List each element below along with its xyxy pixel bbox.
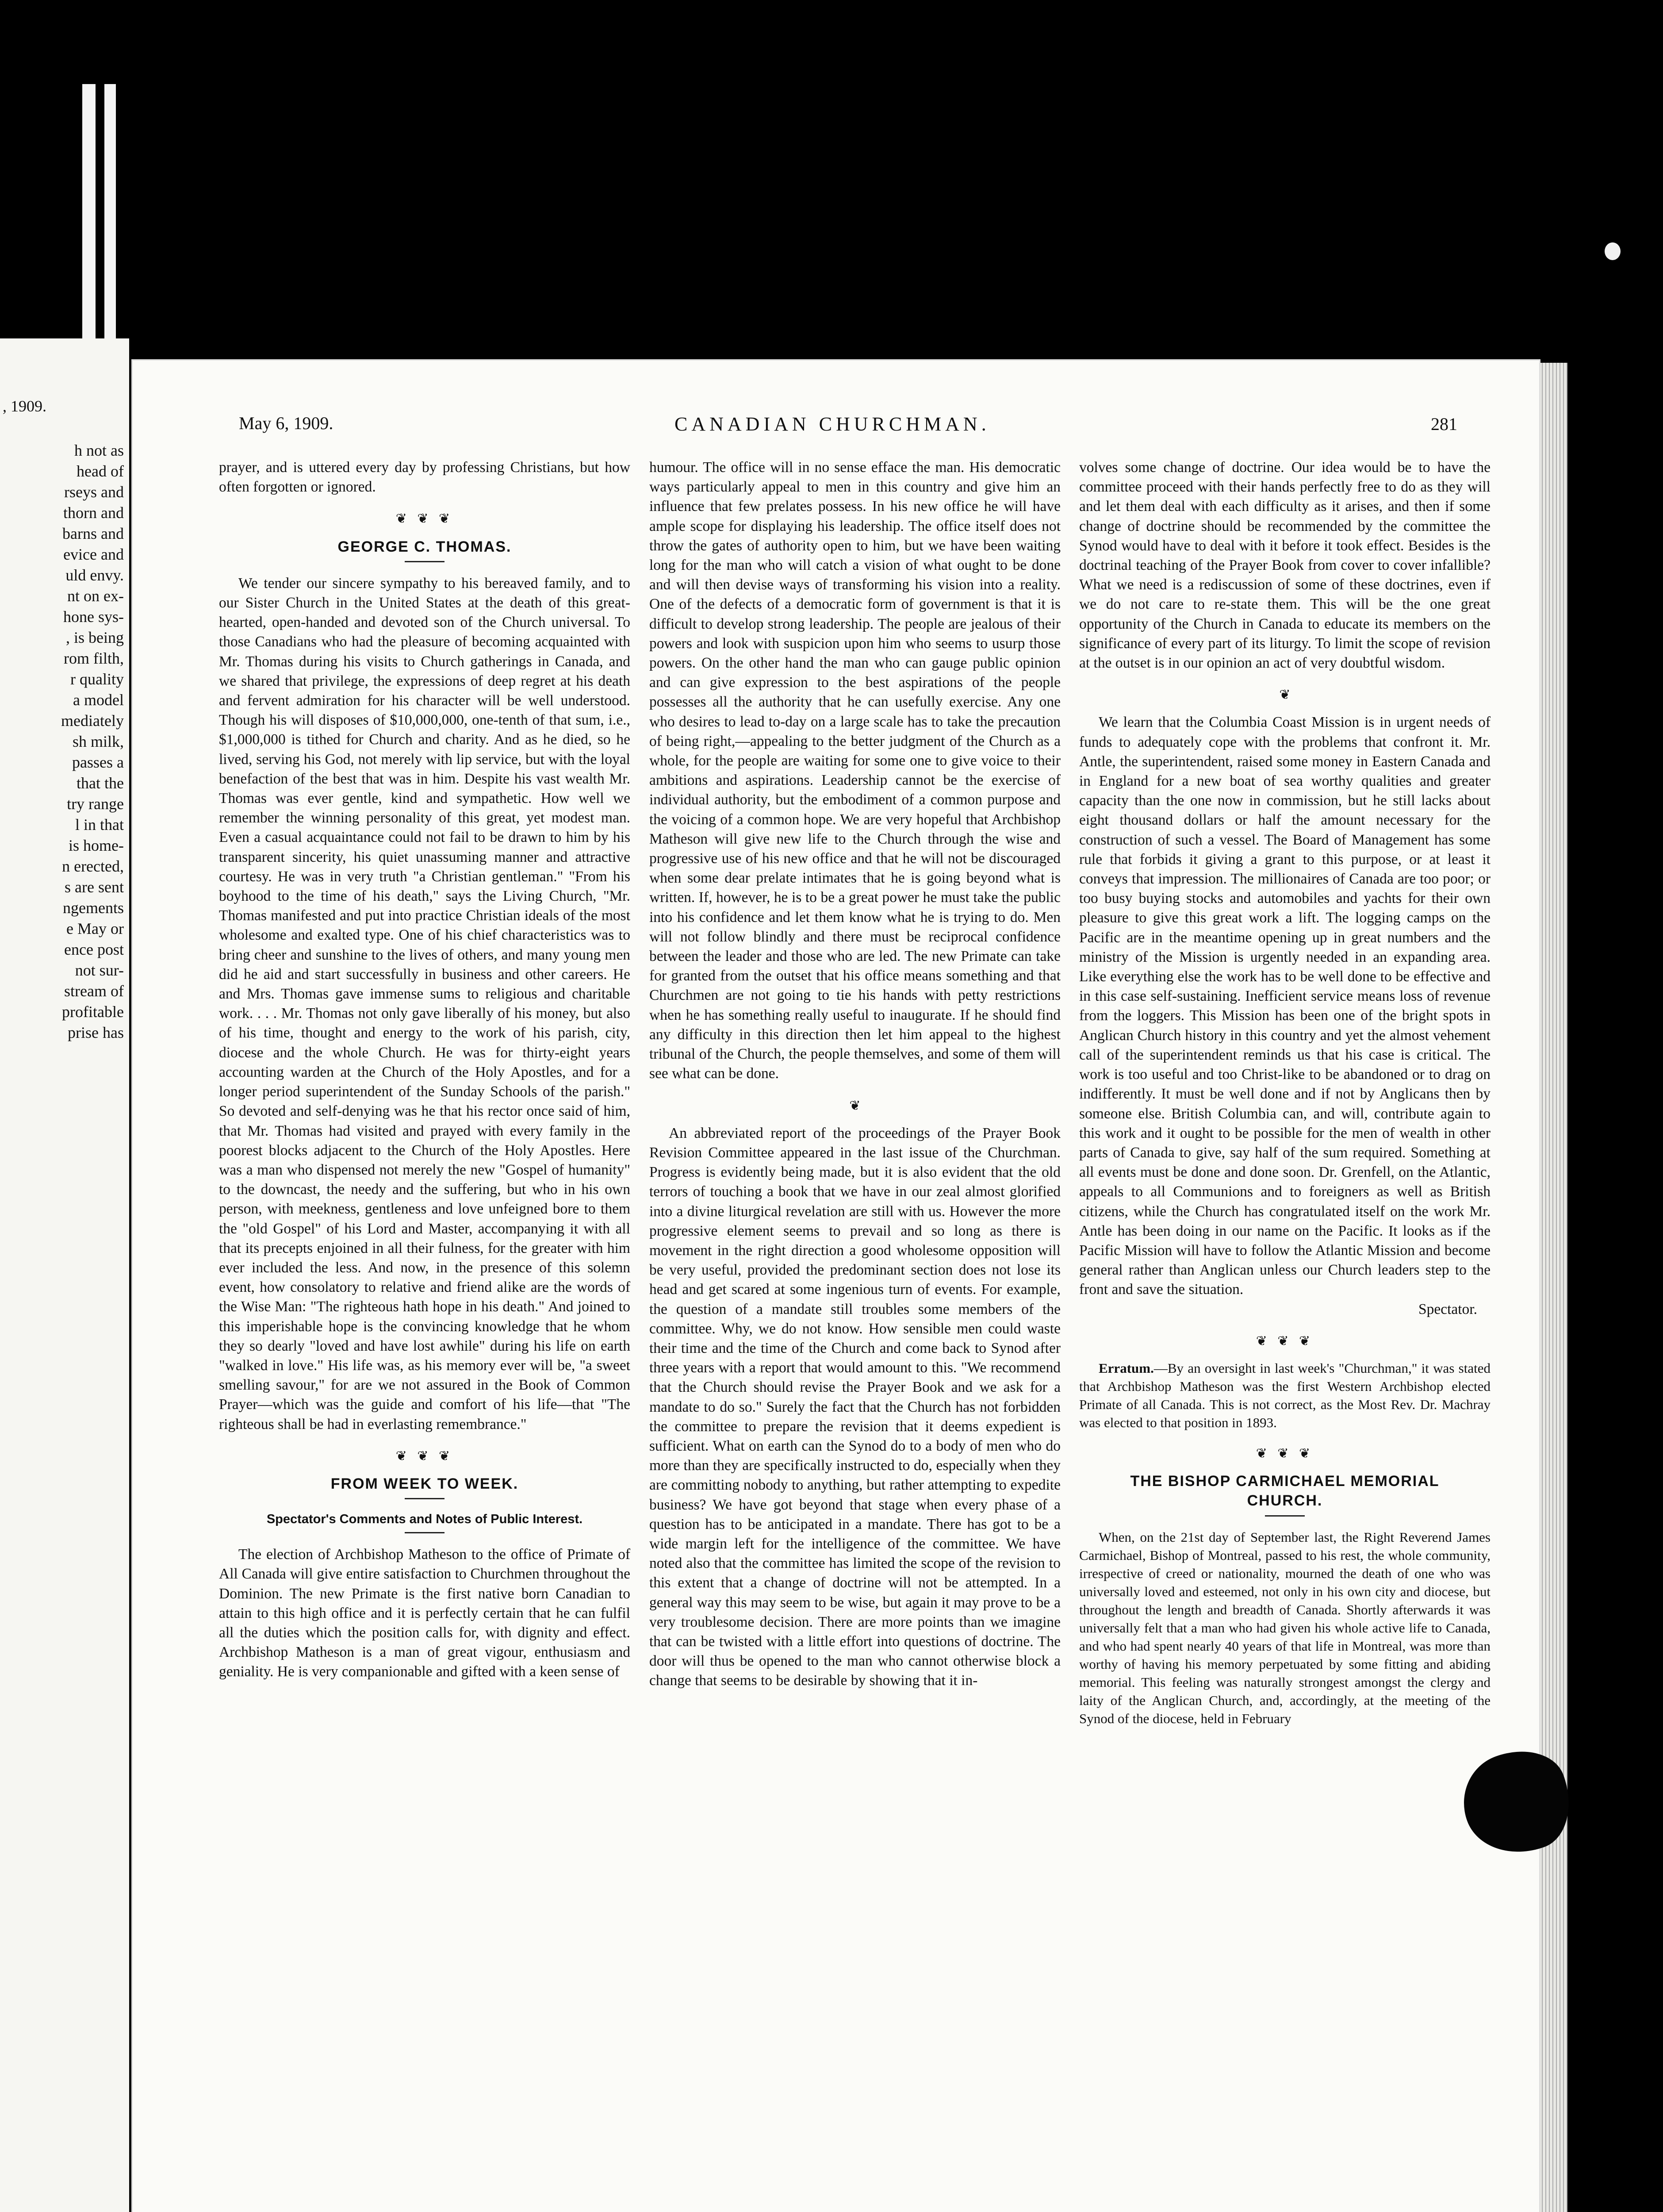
divider — [1265, 1515, 1305, 1517]
revision-article-continued: volves some change of doctrine. Our idea would be to have the committee proceed with their hands perfectly free to do as they will and let them deal with each difficulty as it arises, and then if some change of doctrine should be recommended by the committee the Synod would have to deal with it before it took effect. Besides is the doctrinal teaching of the Prayer Book from cover to cover infallible? What we need is a rediscussion of some of these doctrines, even if we do not care to re-state them. This will be the one great opportunity of the Church in Canada to educate its members on the significance of every part of its liturgy. To limit the scope of revision at the outset is in our opinion an act of very doubtful wisdom. — [1079, 459, 1491, 672]
newspaper-page — [133, 361, 1539, 2212]
section-subtitle: Spectator's Comments and Notes of Public Interest. — [266, 1512, 583, 1527]
column-3 — [1079, 458, 1491, 1728]
signature: Spectator. — [1418, 1301, 1477, 1317]
carmichael-church-article: When, on the 21st day of September last, the Right Reverend James Carmichael, Bishop of Montreal, passed to his rest, the whole community, irrespective of creed or nationality, mourned the death of one who was universally loved and esteemed, not only in his own city and diocese, but throughout the length and breadth of Canada. Shortly afterwards it was universally felt that a man who had given his whole active life to Canada, and who had spent nearly 40 years of that life in Montreal, was more than worthy of having his memory perpetuated by some fitting and abiding memorial. This feeling was naturally strongest amongst the clergy and laity of the Anglican Church, and, accordingly, at the meeting of the Synod of the diocese, held in February — [1079, 1529, 1491, 1726]
divider — [405, 1532, 444, 1533]
previous-page-line: h not as — [74, 442, 124, 459]
previous-page-line: nt on ex- — [67, 587, 124, 605]
ornament: ❦ ❦ ❦ — [395, 1448, 454, 1463]
previous-page-line: n erected, — [62, 857, 124, 875]
previous-page-text — [61, 440, 124, 1043]
previous-page-line: evice and — [63, 545, 124, 563]
previous-page-fragment — [0, 338, 129, 2212]
previous-page-line: barns and — [62, 525, 124, 542]
ornament: ❦ ❦ ❦ — [1256, 1333, 1314, 1348]
columbia-coast-mission-article: We learn that the Columbia Coast Mission is in urgent needs of funds to adequately cope with the problems that confront it. Mr. Antle, the superintendent, raised some money in Eastern Canada and in England for a new boat of sea worthy qualities and greater capacity than the one now in commission, but he still lacks about eight thousand dollars or half the amount necessary for the construction of such a vessel. The Board of Management has some rule that forbids it giving a grant to this purpose, or at least it conveys that impression. The millionaires of Canada are too poor; or too busy buying stocks and automobiles and yachts for their own pleasure to give this great work a lift. The logging camps on the Pacific are in the meantime opening up in great numbers and the ministry of the Mission is urgently needed in an expanding area. Like everything else the work has to be well done to be effective and in this case self-sustaining. Inefficient service means loss of revenue from the loggers. This Mission has been one of the bright spots in Anglican Church history in this country and yet the almost vehement call of the superintendent reminds us that his case is critical. The work is too useful and too Christ-like to be abandoned or to drag on indifferently. It must be well done and if not by Anglicans then by someone else. British Columbia can, and will, contribute again to this work and it ought to be possible for the men of wealth in other parts of Canada to give, say half of the sum required. Something at all events must be done and done soon. Dr. Grenfell, on the Atlantic, appeals to all Communions and to foreigners as well as British citizens, while the Church has congratulated itself on the work Mr. Antle has been doing in our name on the Pacific. It looks as if the Pacific Mission will have to follow the Atlantic Mission and become general rather than Anglican unless our Church leaders step to the front and save the situation. — [1079, 714, 1491, 1298]
issue-date: May 6, 1909. — [239, 413, 333, 433]
previous-page-line: profitable — [62, 1003, 124, 1021]
previous-page-line: not sur- — [75, 961, 124, 979]
page-number: 281 — [1431, 414, 1457, 434]
intro-paragraph: prayer, and is uttered every day by professing Christians, but how often forgotten or ignored. — [219, 459, 630, 495]
page-edge — [1539, 363, 1567, 2212]
previous-page-line: s are sent — [65, 878, 124, 896]
week-to-week-article: The election of Archbishop Matheson to the office of Primate of All Canada will give entire satisfaction to Churchmen throughout the Dominion. The new Primate is the first native born Canadian to attain to this high office and it is perfectly certain that he can fulfil all the duties which the position calls for, with dignity and effect. Archbishop Matheson is a man of great vigour, enthusiasm and geniality. He is very companionable and gifted with a keen sense of — [219, 1546, 630, 1680]
column-1 — [219, 458, 630, 1682]
erratum-label: Erratum. — [1099, 1360, 1154, 1376]
previous-page-line: mediately — [61, 712, 124, 730]
previous-page-line: is home- — [69, 837, 124, 854]
previous-page-line: ence post — [64, 941, 124, 958]
publication-title: CANADIAN CHURCHMAN. — [674, 413, 990, 435]
divider — [405, 1498, 444, 1499]
ornament: ❦ ❦ ❦ — [395, 511, 454, 526]
ornament: ❦ — [1279, 687, 1291, 703]
previous-page-line: hone sys- — [63, 608, 124, 626]
previous-page-line: ngements — [63, 899, 124, 917]
previous-page-line: , is being — [66, 629, 124, 646]
section-title-george-thomas: GEORGE C. THOMAS. — [337, 538, 512, 555]
previous-page-line: stream of — [64, 982, 124, 1000]
previous-page-line: e May or — [66, 920, 124, 937]
prayer-book-revision-article: An abbreviated report of the proceedings of the Prayer Book Revision Committee appeared in the last issue of the Churchman. Progress is evidently being made, but it is also evident that the old terrors of touching a book that we have in our zeal almost glorified into a divine liturgical revelation are still with us. However the more progressive element seems to prevail and so long as there is movement in the right direction a good wholesome opposition will be very useful, provided the predominant section does not lose its head and get scared at some ingenious turn of events. For example, the question of a mandate still troubles some members of the committee. Why, we do not know. How sensible men could waste their time and the time of the Church and come back to Synod after three years with a report that would amount to this. "We recommend that the Church should revise the Prayer Book and we ask for a mandate to do so." Surely the fact that the Church has not forbidden the committee to prepare the revision that it deems expedient is sufficient. What on earth can the Synod do to a body of men who do more than they are specifically instructed to do, especially when they are committing nobody to anything, but rather attempting to expedite business? We have got beyond that stage when every phase of a question has to be anticipated in a mandate. There has got to be a wide margin left for the intelligence of the committee. We have noted also that the committee has limited the scope of the revision to this extent that a change of doctrine will not be attempted. In a general way this may seem to be wise, but again it may prove to be a very troublesome decision. There are more points than we imagine that can be twisted with a little effort into questions of doctrine. The door will thus be opened to the man who cannot otherwise block a change that seems to be desirable by showing that it in- — [649, 1125, 1061, 1689]
ornament: ❦ — [849, 1098, 861, 1113]
previous-page-line: rom filth, — [64, 649, 124, 667]
previous-page-line: try range — [67, 795, 124, 813]
column-2 — [649, 458, 1061, 1691]
previous-page-line: l in that — [75, 816, 124, 833]
previous-page-line: that the — [77, 774, 124, 792]
page-header — [133, 413, 1539, 444]
divider — [405, 561, 444, 562]
george-thomas-article: We tender our sincere sympathy to his bereaved family, and to our Sister Church in the United States at the death of this great-hearted, open-handed and devoted son of the Church universal. To those Canadians who had the pleasure of becoming acquainted with Mr. Thomas during his visits to Church gatherings in Canada, and we shared that privilege, the expressions of deep regret at his death and fervent admiration for his character will be well understood. Though his will disposes of $10,000,000, one-tenth of that sum, i.e., $1,000,000 is tithed for Church and charity. And as he died, so he lived, serving his God, not merely with lip service, but with the loyal benefaction of the best that was in him. Despite his vast wealth Mr. Thomas was ever gentle, kind and sympathetic. How well we remember the winning personality of this great, yet modest man. Even a casual acquaintance could not fail to be drawn to him by his transparent sincerity, his quiet unassuming manner and attractive courtesy. He was in very truth "a Christian gentleman." "From his boyhood to the time of his death," says the Living Church, "Mr. Thomas manifested and put into practice Christian ideals of the most wholesome and exalted type. One of his chief characteristics was to bring cheer and sunshine to the lives of others, and many young men did he aid and start successfully in business and other careers. He and Mrs. Thomas gave immense sums to religious and charitable work. . . . Mr. Thomas not only gave liberally of his money, but also of his time, thought and energy to the work of his parish, city, diocese and the whole Church. He was for thirty-eight years accounting warden at the Church of the Holy Apostles, and for a longer period superintendent of the Sunday Schools of the parish." So devoted and self-denying was he that his rector once said of him, that Mr. Thomas had visited and prayed with every family in the poorest blocks adjacent to the Church of the Holy Apostles. Here was a man who dispensed not merely the new "Gospel of humanity" to the downcast, the needy and the suffering, but who in his own person, with meekness, gentleness and love unfeigned bore to them the "old Gospel" of his Lord and Master, accompanying it with all that its precepts enjoined in all their fulness, for the greater with him ever included the less. And now, in the presence of this solemn event, how consolatory to relative and friend alike are the words of the Wise Man: "The righteous hath hope in his death." And joined to this imperishable hope is the convincing knowledge that he whom they so dearly "loved and have lost awhile" during his life on earth "walked in love." His life was, as his memory ever will be, "a sweet smelling savour," for are we not assured in the Book of Common Prayer—which was the guide and comfort of his life—that "The righteous shall be had in everlasting remembrance." — [219, 575, 630, 1432]
previous-page-line: thorn and — [63, 504, 124, 522]
previous-page-line: a model — [73, 691, 124, 709]
primate-article-continued: humour. The office will in no sense efface the man. His democratic ways particularly appeal to men in this country and give him an influence that few prelates possess. In his new office he will have ample scope for displaying his leadership. The office itself does not throw the gates of authority open to him, but we have been waiting long for the man who will catch a vision of what ought to be done and will then devise ways of transforming his vision into a reality. One of the defects of a democratic form of government is that it is difficult to develop strong leadership. The people are jealous of their powers and look with suspicion upon him who seems to usurp those powers. On the other hand the man who can gauge public opinion and can give expression to the best aspirations of the people possesses all the authority that he can usefully exercise. Any one who desires to lead to-day on a large scale has to take the precaution of being right,—appealing to the better judgment of the Church as a whole, for the people are waiting for some one to give voice to their ambitions and aspirations. Leadership cannot be the exercise of individual authority, but the embodiment of a common purpose and the voicing of a common hope. We are very hopeful that Archbishop Matheson will give new life to the Church through the wise and progressive use of his new office and that he will not be discouraged when some dear prelate intimates that he is going beyond what is written. If, however, he is to be a great power he must take the public into his confidence and let them know what he is trying to do. Men will not follow blindly and there must be reciprocal confidence between the leader and those who are led. The new Primate can take for granted from the outset that his office means something and that Churchmen are not going to tie his hands with petty restrictions when he has something really useful to inaugurate. If he should find any difficulty in this direction then let him appeal to the highest tribunal of the Church, the people themselves, and some of them will see what can be done. — [649, 459, 1061, 1082]
previous-page-line: r quality — [70, 670, 124, 688]
previous-page-line: prise has — [68, 1024, 124, 1041]
previous-page-date: , 1909. — [3, 397, 46, 415]
erratum-body: —By an oversight in last week's "Churchman," it was stated that Archbishop Matheson was the first Western Archbishop elected Primate of all Canada. This is not correct, as the Most Rev. Dr. Machray was elected to that position in 1893. — [1079, 1360, 1491, 1430]
light-spot — [1605, 242, 1621, 260]
previous-page-line: sh milk, — [72, 733, 124, 750]
previous-page-line: head of — [77, 462, 124, 480]
previous-page-line: rseys and — [64, 483, 124, 501]
ornament: ❦ ❦ ❦ — [1256, 1446, 1314, 1461]
erratum-notice — [1079, 1359, 1491, 1432]
section-title-week-to-week: FROM WEEK TO WEEK. — [330, 1475, 519, 1492]
previous-page-line: uld envy. — [65, 566, 124, 584]
previous-page-line: passes a — [72, 753, 124, 771]
section-title-carmichael-church: THE BISHOP CARMICHAEL MEMORIAL CHURCH. — [1130, 1473, 1440, 1509]
